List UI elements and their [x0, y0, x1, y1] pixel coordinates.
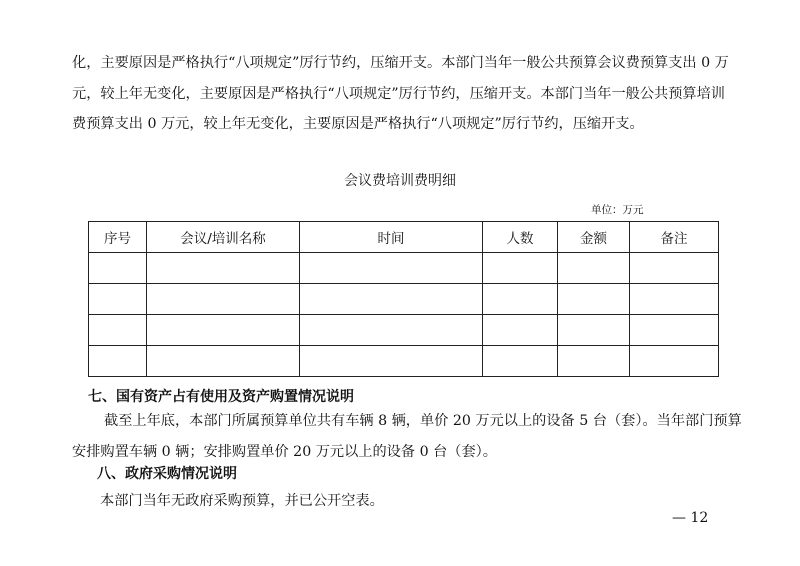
table-cell — [483, 346, 558, 377]
table-caption: 会议费培训费明细 — [344, 173, 456, 189]
table-cell — [89, 284, 147, 315]
table-cell — [147, 284, 300, 315]
section8-heading: 八、政府采购情况说明 — [97, 466, 237, 482]
unit-label: 单位：万元 — [591, 204, 644, 216]
table-cell — [89, 346, 147, 377]
page-number: — 12 — [672, 510, 709, 526]
table-cell — [558, 253, 630, 284]
table-row — [89, 346, 719, 377]
table-cell — [89, 315, 147, 346]
section8-paragraph: 本部门当年无政府采购预算，并已公开空表。 — [100, 493, 384, 509]
expense-table — [88, 221, 719, 377]
table-cell — [147, 253, 300, 284]
table-cell — [300, 253, 483, 284]
table-cell — [558, 284, 630, 315]
table-cell — [483, 284, 558, 315]
table-header-row — [89, 222, 719, 253]
header-time: 时间 — [300, 222, 483, 253]
table-cell — [630, 253, 719, 284]
table-cell — [558, 315, 630, 346]
table-cell — [147, 315, 300, 346]
table-row — [89, 315, 719, 346]
header-remarks: 备注 — [630, 222, 719, 253]
table-cell — [89, 253, 147, 284]
table-cell — [630, 346, 719, 377]
table-cell — [147, 346, 300, 377]
table-cell — [630, 315, 719, 346]
table-cell — [300, 315, 483, 346]
table-cell — [630, 284, 719, 315]
header-amount: 金额 — [558, 222, 630, 253]
table-row — [89, 284, 719, 315]
header-name: 会议/培训名称 — [147, 222, 300, 253]
header-index: 序号 — [89, 222, 147, 253]
table-cell — [558, 346, 630, 377]
table-row — [89, 253, 719, 284]
section7-paragraph: 截至上年底，本部门所属预算单位共有车辆 8 辆，单价 20 万元以上的设备 5 台（套）。当年部门预算安排购置车辆 0 辆；安排购置单价 20 万元以上的设备 0 台（套）。 — [72, 413, 742, 460]
header-people: 人数 — [483, 222, 558, 253]
table-cell — [483, 315, 558, 346]
table-cell — [300, 346, 483, 377]
table-cell — [300, 284, 483, 315]
intro-paragraph: 化，主要原因是严格执行“八项规定”厉行节约，压缩开支。本部门当年一般公共预算会议费预算支出 0 万元，较上年无变化，主要原因是严格执行“八项规定”厉行节约，压缩开支。本部门当年一般公共预算培训费预算支出 0 万元，较上年无变化，主要原因是严格执行“八项规定”厉行节约，压缩开支。 — [72, 55, 729, 132]
section7-heading: 七、国有资产占有使用及资产购置情况说明 — [88, 389, 354, 405]
table-cell — [483, 253, 558, 284]
